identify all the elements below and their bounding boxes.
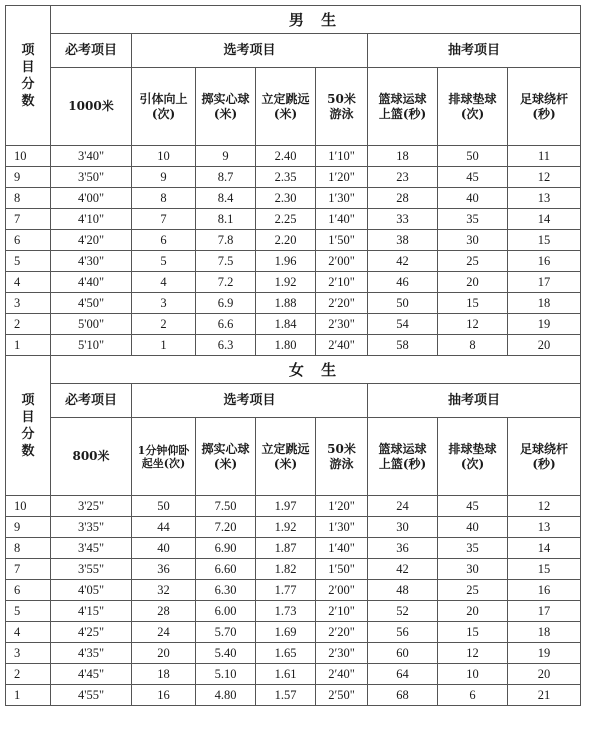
table-cell: 1′10" [316,146,368,167]
table-cell: 5.10 [196,664,256,685]
table-cell: 12 [508,496,581,517]
column-header: 篮球运球上篮(秒) [368,68,438,146]
table-row [6,685,581,706]
score-cell: 7 [6,209,51,230]
column-header: 掷实心球(米) [196,68,256,146]
table-cell: 18 [132,664,196,685]
score-cell: 9 [6,517,51,538]
table-cell: 1.65 [256,643,316,664]
score-cell: 6 [6,580,51,601]
column-header: 立定跳远(米) [256,68,316,146]
table-cell: 4 [132,272,196,293]
table-cell: 23 [368,167,438,188]
score-cell: 1 [6,685,51,706]
table-cell: 5.40 [196,643,256,664]
table-row [6,335,581,356]
table-cell: 8.4 [196,188,256,209]
table-cell: 16 [132,685,196,706]
male-title: 男 生 [51,6,581,34]
lottery-header: 抽考项目 [368,34,581,68]
column-header-row [6,68,581,146]
table-cell: 7 [132,209,196,230]
table-cell: 2′10" [316,272,368,293]
table-cell: 52 [368,601,438,622]
table-cell: 7.8 [196,230,256,251]
table-cell: 1′50" [316,559,368,580]
table-cell: 33 [368,209,438,230]
table-cell: 42 [368,251,438,272]
table-cell: 6 [438,685,508,706]
score-cell: 9 [6,167,51,188]
table-cell: 2.35 [256,167,316,188]
table-cell: 5 [132,251,196,272]
table-cell: 2′30" [316,643,368,664]
score-cell: 8 [6,538,51,559]
table-cell: 35 [438,209,508,230]
table-cell: 24 [368,496,438,517]
column-header: 1分钟仰卧起坐(次) [132,418,196,496]
table-row [6,496,581,517]
table-cell: 18 [508,622,581,643]
table-cell: 8 [438,335,508,356]
column-header: 排球垫球(次) [438,418,508,496]
table-cell: 6.60 [196,559,256,580]
table-cell: 19 [508,314,581,335]
table-cell: 1.82 [256,559,316,580]
table-cell: 5'10" [51,335,132,356]
table-cell: 2.20 [256,230,316,251]
table-cell: 25 [438,251,508,272]
table-cell: 25 [438,580,508,601]
table-cell: 4'45" [51,664,132,685]
table-cell: 1.88 [256,293,316,314]
table-cell: 30 [438,230,508,251]
score-cell: 8 [6,188,51,209]
score-cell: 4 [6,272,51,293]
table-cell: 13 [508,517,581,538]
table-cell: 1′20" [316,167,368,188]
table-cell: 1.97 [256,496,316,517]
table-cell: 4'05" [51,580,132,601]
table-cell: 1′40" [316,209,368,230]
table-cell: 1.80 [256,335,316,356]
table-cell: 8.1 [196,209,256,230]
table-cell: 5.70 [196,622,256,643]
table-cell: 9 [132,167,196,188]
table-row [6,601,581,622]
column-header: 50米游泳 [316,68,368,146]
table-cell: 3'45" [51,538,132,559]
table-cell: 4'35" [51,643,132,664]
score-cell: 5 [6,601,51,622]
table-cell: 50 [438,146,508,167]
table-row [6,293,581,314]
table-cell: 42 [368,559,438,580]
table-cell: 58 [368,335,438,356]
score-cell: 10 [6,146,51,167]
table-cell: 20 [508,335,581,356]
table-cell: 1.69 [256,622,316,643]
table-cell: 1.84 [256,314,316,335]
table-cell: 1′40" [316,538,368,559]
table-cell: 35 [438,538,508,559]
score-cell: 5 [6,251,51,272]
table-cell: 60 [368,643,438,664]
table-cell: 30 [368,517,438,538]
table-cell: 15 [438,293,508,314]
table-cell: 1′30" [316,188,368,209]
table-cell: 21 [508,685,581,706]
table-cell: 2′40" [316,664,368,685]
score-cell: 4 [6,622,51,643]
table-cell: 3'40" [51,146,132,167]
table-row [6,622,581,643]
table-cell: 14 [508,538,581,559]
table-cell: 6.9 [196,293,256,314]
table-cell: 17 [508,601,581,622]
table-cell: 18 [368,146,438,167]
table-cell: 36 [132,559,196,580]
score-table [5,5,581,706]
column-header: 800米 [51,418,132,496]
table-cell: 38 [368,230,438,251]
table-cell: 4'50" [51,293,132,314]
table-cell: 4'25" [51,622,132,643]
table-cell: 7.20 [196,517,256,538]
table-cell: 4'00" [51,188,132,209]
female-title: 女 生 [51,356,581,384]
table-cell: 2′40" [316,335,368,356]
table-row [6,538,581,559]
table-cell: 4.80 [196,685,256,706]
required-header: 必考项目 [51,384,132,418]
table-cell: 11 [508,146,581,167]
table-cell: 17 [508,272,581,293]
score-cell: 3 [6,643,51,664]
column-header: 足球绕杆(秒) [508,68,581,146]
table-row [6,643,581,664]
table-cell: 10 [132,146,196,167]
table-row [6,314,581,335]
table-cell: 2′20" [316,293,368,314]
table-cell: 2′30" [316,314,368,335]
table-cell: 36 [368,538,438,559]
male-rows [6,146,581,356]
table-row [6,230,581,251]
female-rows [6,496,581,706]
table-cell: 4'40" [51,272,132,293]
table-cell: 12 [438,314,508,335]
table-cell: 1′30" [316,517,368,538]
table-cell: 9 [196,146,256,167]
table-cell: 8 [132,188,196,209]
table-cell: 1.96 [256,251,316,272]
table-row [6,167,581,188]
table-row [6,664,581,685]
score-cell: 2 [6,664,51,685]
table-cell: 2′50" [316,685,368,706]
table-cell: 4'15" [51,601,132,622]
score-cell: 6 [6,230,51,251]
table-cell: 4'55" [51,685,132,706]
table-cell: 19 [508,643,581,664]
table-cell: 2 [132,314,196,335]
elective-header: 选考项目 [132,384,368,418]
table-cell: 1.77 [256,580,316,601]
table-cell: 2′20" [316,622,368,643]
table-cell: 16 [508,580,581,601]
female-section [6,356,581,496]
table-cell: 28 [368,188,438,209]
table-cell: 40 [132,538,196,559]
score-cell: 7 [6,559,51,580]
table-cell: 4'30" [51,251,132,272]
score-cell: 1 [6,335,51,356]
table-row [6,209,581,230]
column-header: 1000米 [51,68,132,146]
table-row [6,251,581,272]
table-cell: 68 [368,685,438,706]
table-cell: 2′00" [316,251,368,272]
table-cell: 1.92 [256,517,316,538]
column-header: 引体向上(次) [132,68,196,146]
score-cell: 2 [6,314,51,335]
table-cell: 6.6 [196,314,256,335]
table-cell: 1′20" [316,496,368,517]
table-cell: 48 [368,580,438,601]
table-cell: 45 [438,496,508,517]
table-cell: 40 [438,517,508,538]
table-cell: 1.92 [256,272,316,293]
table-cell: 44 [132,517,196,538]
table-cell: 1.73 [256,601,316,622]
column-header: 排球垫球(次) [438,68,508,146]
table-cell: 24 [132,622,196,643]
table-cell: 7.50 [196,496,256,517]
table-cell: 40 [438,188,508,209]
table-cell: 64 [368,664,438,685]
table-cell: 1.61 [256,664,316,685]
table-row [6,146,581,167]
table-cell: 1 [132,335,196,356]
table-cell: 15 [438,622,508,643]
table-row [6,517,581,538]
table-row [6,188,581,209]
table-row [6,580,581,601]
table-cell: 15 [508,559,581,580]
table-cell: 7.2 [196,272,256,293]
score-label: 项目分数 [6,6,51,146]
table-cell: 50 [368,293,438,314]
score-cell: 3 [6,293,51,314]
table-cell: 56 [368,622,438,643]
table-cell: 2′10" [316,601,368,622]
table-cell: 3'50" [51,167,132,188]
table-cell: 3 [132,293,196,314]
table-cell: 3'55" [51,559,132,580]
table-cell: 3'25" [51,496,132,517]
table-cell: 10 [438,664,508,685]
table-row [6,272,581,293]
score-label: 项目分数 [6,356,51,496]
table-cell: 12 [438,643,508,664]
table-cell: 6 [132,230,196,251]
table-cell: 13 [508,188,581,209]
elective-header: 选考项目 [132,34,368,68]
lottery-header: 抽考项目 [368,384,581,418]
table-cell: 2.30 [256,188,316,209]
column-header: 篮球运球上篮(秒) [368,418,438,496]
table-cell: 45 [438,167,508,188]
table-cell: 16 [508,251,581,272]
table-cell: 20 [438,272,508,293]
table-cell: 3'35" [51,517,132,538]
male-section [6,6,581,146]
table-cell: 2.40 [256,146,316,167]
table-cell: 6.90 [196,538,256,559]
table-cell: 8.7 [196,167,256,188]
column-header-row [6,418,581,496]
table-cell: 6.30 [196,580,256,601]
column-header: 50米游泳 [316,418,368,496]
table-cell: 30 [438,559,508,580]
table-cell: 6.00 [196,601,256,622]
score-cell: 10 [6,496,51,517]
table-cell: 6.3 [196,335,256,356]
required-header: 必考项目 [51,34,132,68]
table-cell: 2.25 [256,209,316,230]
table-cell: 2′00" [316,580,368,601]
table-cell: 12 [508,167,581,188]
table-cell: 5'00" [51,314,132,335]
table-cell: 32 [132,580,196,601]
column-header: 足球绕杆(秒) [508,418,581,496]
table-cell: 14 [508,209,581,230]
column-header: 掷实心球(米) [196,418,256,496]
table-cell: 1.57 [256,685,316,706]
table-cell: 15 [508,230,581,251]
table-cell: 54 [368,314,438,335]
table-cell: 20 [132,643,196,664]
table-cell: 20 [438,601,508,622]
table-cell: 50 [132,496,196,517]
table-row [6,559,581,580]
table-cell: 4'10" [51,209,132,230]
table-cell: 1′50" [316,230,368,251]
table-cell: 7.5 [196,251,256,272]
table-cell: 28 [132,601,196,622]
table-cell: 18 [508,293,581,314]
table-cell: 20 [508,664,581,685]
table-cell: 4'20" [51,230,132,251]
table-cell: 1.87 [256,538,316,559]
column-header: 立定跳远(米) [256,418,316,496]
table-cell: 46 [368,272,438,293]
